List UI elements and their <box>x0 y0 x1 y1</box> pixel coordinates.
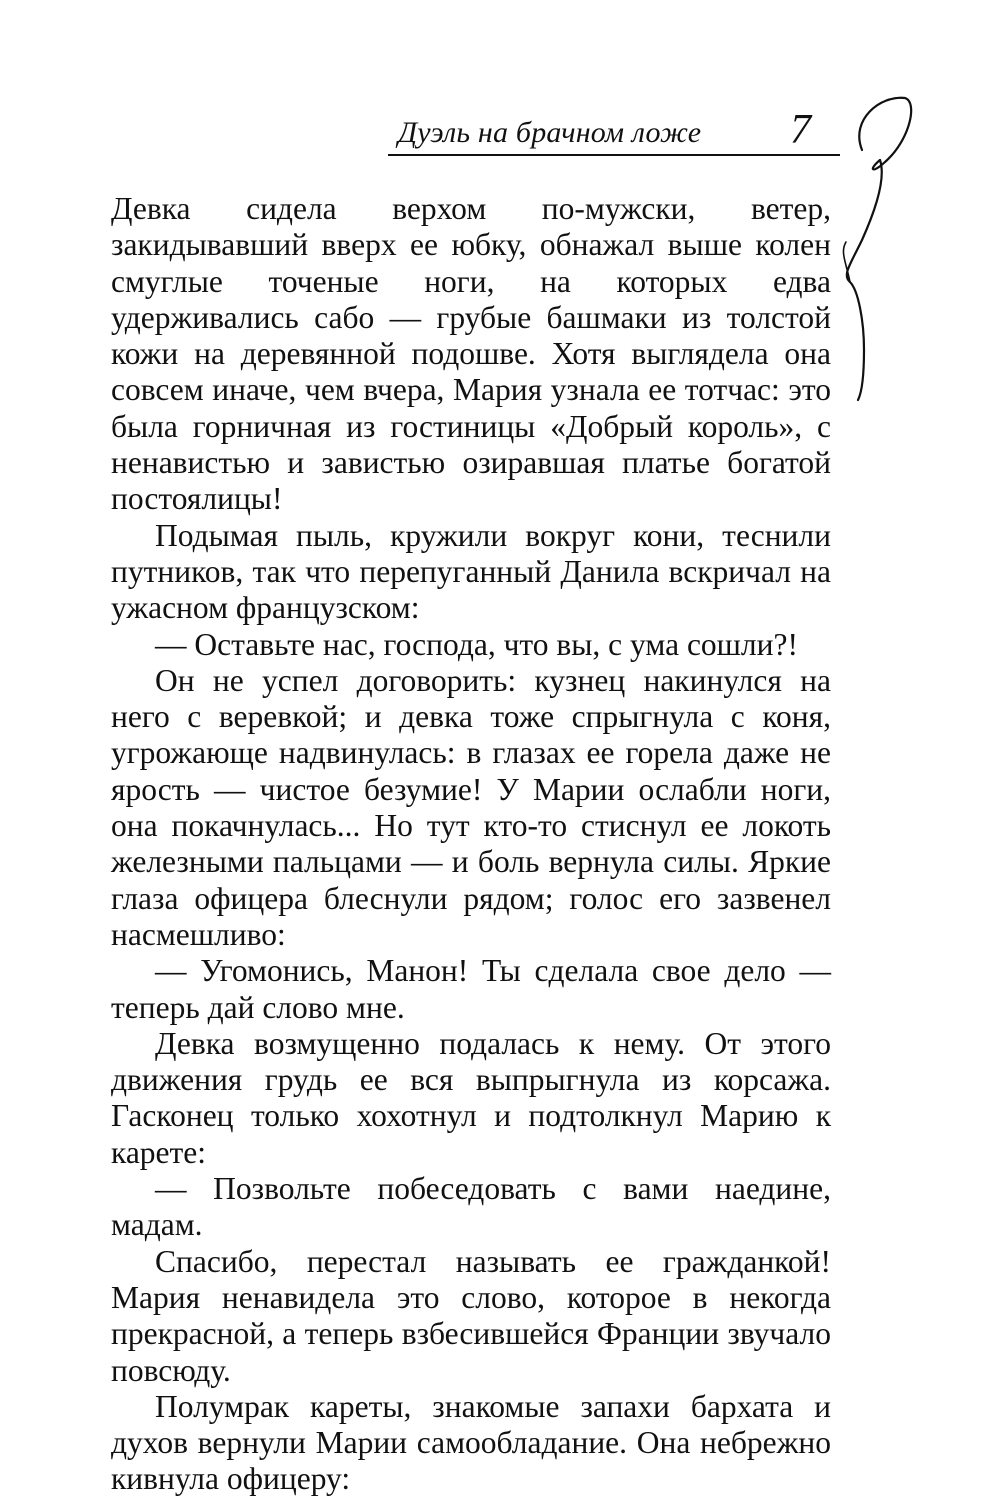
dialogue-line: — Оставьте нас, господа, что вы, с ума сошли?! <box>155 626 798 662</box>
paragraph: Девка возмущенно подалась к нему. От этого движения грудь ее вся выпрыгнула из корсажа. Гасконец только хохотнул и подтолкнул Марию к карете: <box>111 1025 831 1170</box>
running-title: Дуэль на брачном ложе <box>398 116 702 149</box>
paragraph: Подымая пыль, кружили вокруг кони, теснили путников, так что перепуганный Данила вскричал на ужасном французском: <box>111 517 831 626</box>
page-number: 7 <box>790 107 811 153</box>
paragraph: Девка сидела верхом по-мужски, ветер, закидывавший вверх ее юбку, обнажал выше колен смуглые точеные ноги, на которых едва удерживались сабо — грубые башмаки из толстой кожи на деревянной подошве. Хотя выглядела она совсем иначе, чем вчера, Мария узнала ее тотчас: это была горничная из гостиницы «Добрый король», с ненавистью и завистью озиравшая платье богатой постоялицы! <box>111 191 831 517</box>
dialogue-line: — Позвольте побеседовать с вами наедине, мадам. <box>111 1171 831 1243</box>
paragraph: Полумрак кареты, знакомые запахи бархата и духов вернули Марии самообладание. Она небрежно кивнула офицеру: <box>111 1388 831 1497</box>
paragraph: Он не успел договорить: кузнец накинулся на него с веревкой; и девка тоже спрыгнула с коня, угрожающе надвинулась: в глазах ее горела даже не ярость — чистое безумие! У Марии ослабли ноги, она покачнулась... Но тут кто-то стиснул ее локоть железными пальцами — и боль вернула силы. Яркие глаза офицера блеснули рядом; голос его зазвенел насмешливо: <box>111 662 831 952</box>
running-header <box>0 0 1000 200</box>
paragraph: Спасибо, перестал называть ее гражданкой! Мария ненавидела это слово, которое в некогда прекрасной, а теперь взбесившейся Франции звучало повсюду. <box>111 1243 831 1388</box>
dialogue-line: — Угомонись, Манон! Ты сделала свое дело — теперь дай слово мне. <box>111 953 831 1025</box>
body-text <box>111 191 831 1498</box>
